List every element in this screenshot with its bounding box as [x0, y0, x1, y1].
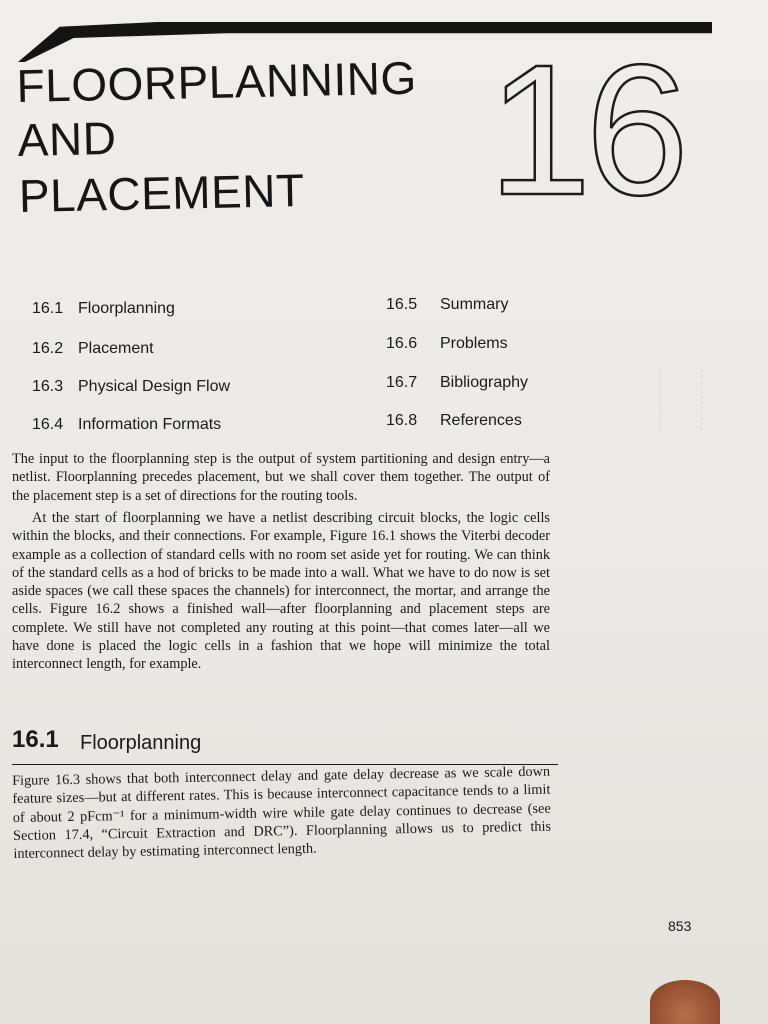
- toc-item-label: Placement: [78, 340, 154, 357]
- toc-item[interactable]: [32, 340, 154, 358]
- table-of-contents: [32, 292, 552, 442]
- toc-item[interactable]: [32, 300, 175, 318]
- toc-item-number: 16.2: [32, 340, 64, 357]
- toc-item-label: Information Formats: [78, 416, 222, 433]
- section-heading: [12, 724, 558, 765]
- toc-item-number: 16.3: [32, 378, 64, 395]
- intro-paragraph: The input to the floorplanning step is the output of system partitioning and design entry—a netlist. Floorplanning precedes placement, but we shall cover them together. The output of the placement step is a set of directions for the routing tools.: [12, 451, 550, 504]
- toc-item[interactable]: [386, 374, 528, 392]
- toc-item[interactable]: [32, 416, 221, 434]
- page-number: 853: [668, 918, 692, 934]
- intro-paragraph: At the start of floorplanning we have a netlist describing circuit blocks, the logic cells within the blocks, and their connections. For example, Figure 16.1 shows the Viterbi decoder example as a collection of standard cells with no room set aside yet for routing. We can think of the standard cells as a hod of bricks to be made into a wall. What we have to do now is set aside spaces (we call these spaces the channels) for interconnect, the mortar, and arrange the cells. Figure 16.2 shows a finished wall—after floorplanning and placement steps are complete. We still have not completed any routing at this point—that comes later—all we have done is placed the logic cells in a fashion that we hope will minimize the total interconnect length, for example.: [12, 510, 550, 673]
- toc-item-number: 16.4: [32, 416, 64, 433]
- toc-item-number: 16.1: [32, 300, 64, 317]
- toc-item[interactable]: [386, 296, 508, 314]
- chapter-title: [16, 50, 420, 224]
- toc-item-label: Physical Design Flow: [78, 378, 231, 395]
- toc-item-label: Bibliography: [440, 374, 529, 391]
- toc-item-label: References: [440, 412, 522, 429]
- toc-item-label: Floorplanning: [78, 300, 175, 317]
- chapter-number: 16: [488, 27, 683, 234]
- toc-item[interactable]: [386, 412, 522, 430]
- chapter-title-line: FLOORPLANNING: [16, 51, 418, 112]
- chapter-title-line: PLACEMENT: [18, 163, 306, 222]
- toc-item[interactable]: [32, 378, 230, 396]
- toc-item-number: 16.7: [386, 374, 418, 391]
- toc-item[interactable]: [386, 335, 508, 353]
- section-title: Floorplanning: [80, 732, 202, 754]
- section-number: 16.1: [12, 726, 59, 753]
- section-paragraph: Figure 16.3 shows that both interconnect delay and gate delay decrease as we scale down feature sizes—but at different rates. This is because interconnect capacitance tends to a limit of about 2 pFcm⁻¹ for a minimum-width wire while gate delay continues to decrease (see Section 17.4, “Circuit Extraction and DRC”). Floorplanning allows us to predict this interconnect delay by estimating interconnect length.: [12, 763, 552, 863]
- chapter-title-line: AND: [17, 111, 117, 166]
- toc-item-label: Problems: [440, 335, 508, 352]
- toc-item-number: 16.5: [386, 296, 418, 313]
- bleed-through-marks: [660, 370, 702, 430]
- toc-item-label: Summary: [440, 296, 509, 313]
- thumb: [650, 980, 720, 1024]
- toc-item-number: 16.8: [386, 412, 418, 429]
- toc-item-number: 16.6: [386, 335, 418, 352]
